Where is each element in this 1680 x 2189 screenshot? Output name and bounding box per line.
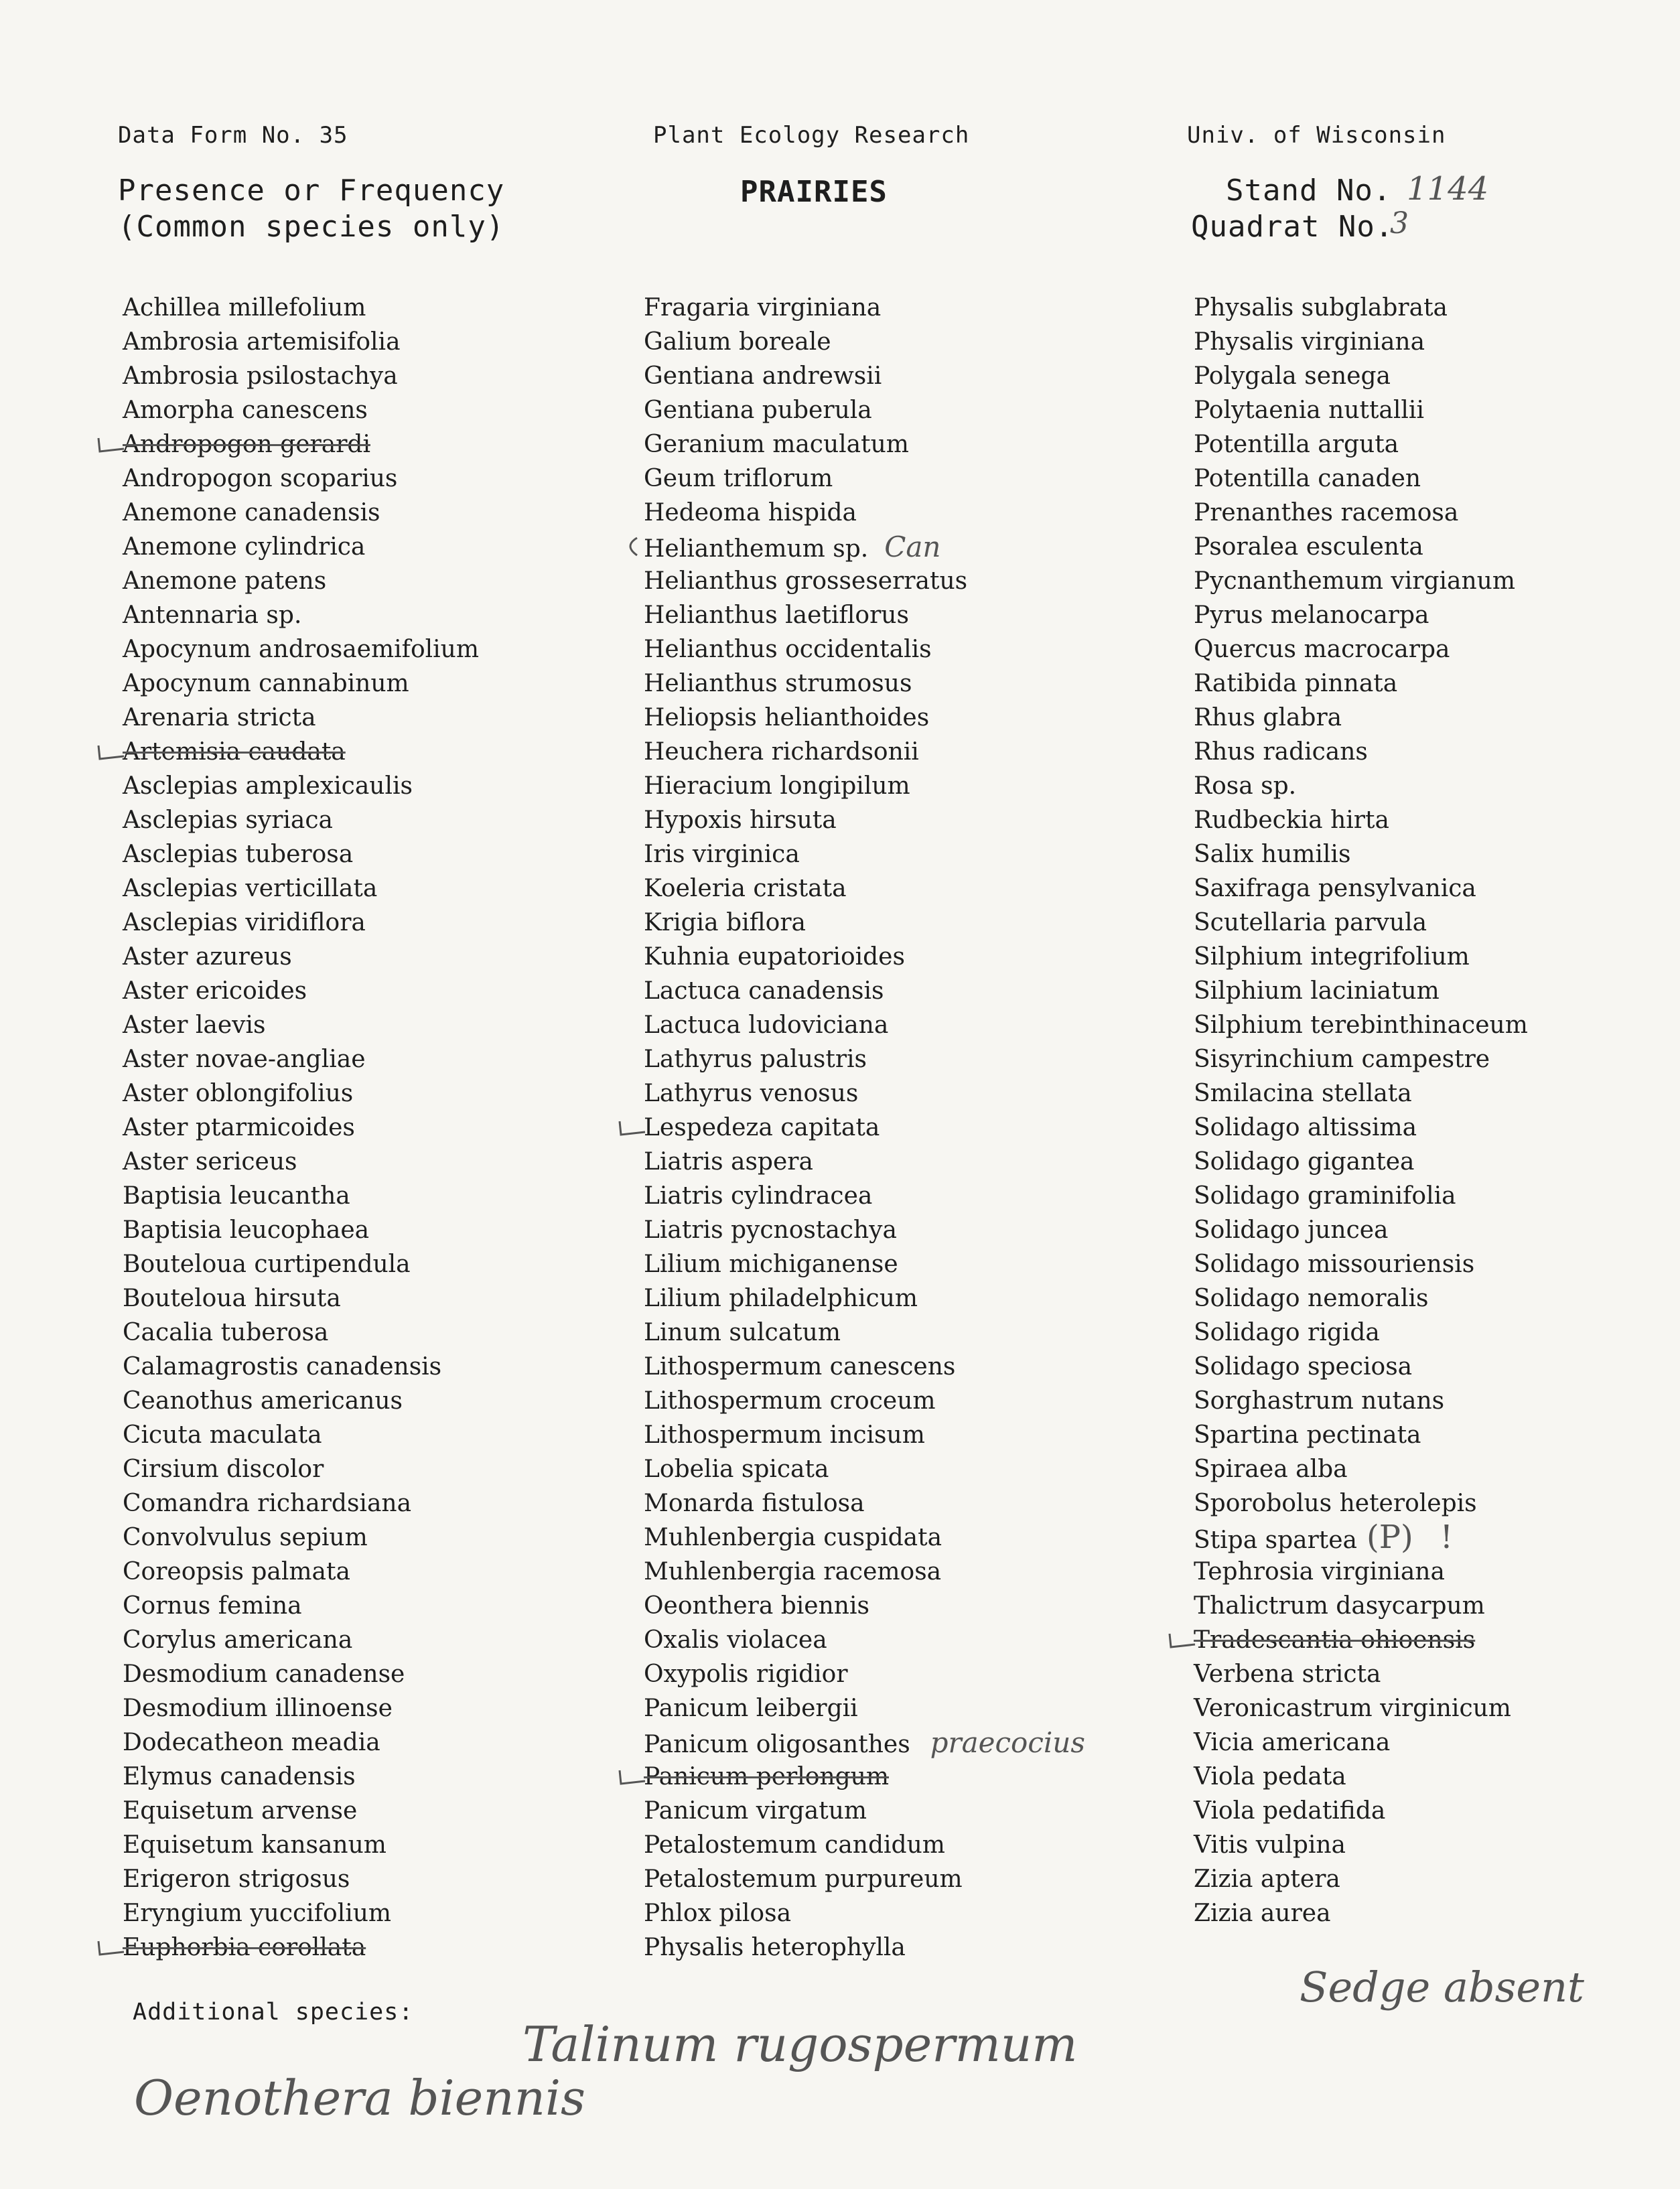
species-item: Scutellaria parvula (1194, 909, 1427, 936)
species-item: Desmodium canadense (123, 1661, 405, 1688)
checkmark-icon (1167, 1630, 1196, 1650)
species-item: Convolvulus sepium (123, 1524, 368, 1551)
stand-number: 1144 (1407, 170, 1489, 208)
species-item: Gentiana andrewsii (644, 362, 882, 390)
species-item: Linum sulcatum (644, 1319, 841, 1346)
species-item: Liatris cylindracea (644, 1182, 873, 1210)
species-item: Lilium philadelphicum (644, 1285, 918, 1312)
species-item: Rhus glabra (1194, 704, 1342, 731)
species-item: Asclepias amplexicaulis (123, 772, 413, 800)
species-item: Asclepias syriaca (123, 806, 334, 834)
species-item: Koeleria cristata (644, 875, 847, 902)
species-item: Sisyrinchium campestre (1194, 1046, 1490, 1073)
species-item: Silphium integrifolium (1194, 943, 1470, 971)
species-item: Aster novae-angliae (123, 1046, 366, 1073)
species-item: Helianthus grosseserratus (644, 567, 968, 595)
species-item: Salix humilis (1194, 841, 1351, 868)
species-item: Lathyrus palustris (644, 1046, 867, 1073)
species-item: Galium boreale (644, 328, 831, 356)
species-item: Panicum oligosanthes praecocius (644, 1726, 1085, 1759)
species-item: Verbena stricta (1194, 1661, 1381, 1688)
species-item: Aster laevis (123, 1011, 266, 1039)
species-item: Oxypolis rigidior (644, 1661, 848, 1688)
presence-line-2: (Common species only) (118, 210, 505, 244)
handwritten-mark: ! (1440, 1519, 1454, 1556)
species-item: Liatris pycnostachya (644, 1216, 897, 1244)
species-item: Hieracium longipilum (644, 772, 910, 800)
species-item: Anemone patens (123, 567, 327, 595)
species-item: Apocynum androsaemifolium (123, 636, 479, 663)
species-item: Apocynum cannabinum (123, 670, 409, 697)
handwritten-note: Can (884, 531, 941, 563)
species-item: Petalostemum candidum (644, 1831, 945, 1859)
species-item: Cornus femina (123, 1592, 302, 1620)
species-column-2 (644, 291, 1085, 1965)
checkmark-icon (96, 742, 125, 762)
handwritten-note: praecocius (930, 1726, 1085, 1759)
species-item: Gentiana puberula (644, 397, 872, 424)
species-item: Muhlenbergia cuspidata (644, 1524, 942, 1551)
species-item: Desmodium illinoense (123, 1695, 393, 1722)
species-item: Aster oblongifolius (123, 1080, 354, 1107)
species-item: Equisetum arvense (123, 1797, 358, 1825)
species-item: Veronicastrum virginicum (1194, 1695, 1511, 1722)
species-item: Bouteloua curtipendula (123, 1251, 411, 1278)
species-item: Amorpha canescens (123, 397, 368, 424)
species-item: Ambrosia psilostachya (123, 362, 398, 390)
species-item: Pyrus melanocarpa (1194, 602, 1429, 629)
species-item: Potentilla arguta (1194, 431, 1399, 458)
species-item: Cacalia tuberosa (123, 1319, 329, 1346)
species-item: Baptisia leucophaea (123, 1216, 370, 1244)
species-item: Andropogon scoparius (123, 465, 398, 492)
species-item: Prenanthes racemosa (1194, 499, 1459, 526)
species-item: Lobelia spicata (644, 1456, 829, 1483)
institution: Univ. of Wisconsin (1187, 122, 1446, 149)
species-item: Pycnanthemum virgianum (1194, 567, 1516, 595)
species-item: Eryngium yuccifolium (123, 1900, 392, 1927)
species-item: Monarda fistulosa (644, 1490, 865, 1517)
checkmark-icon (96, 434, 125, 454)
species-item: Saxifraga pensylvanica (1194, 875, 1476, 902)
species-item: Artemisia caudata (123, 735, 479, 769)
species-item: Geum triflorum (644, 465, 833, 492)
form-number: Data Form No. 35 (118, 122, 348, 149)
species-item: Anemone canadensis (123, 499, 380, 526)
species-item: Silphium laciniatum (1194, 977, 1440, 1005)
species-item: Rhus radicans (1194, 738, 1368, 766)
species-item: Lilium michiganense (644, 1251, 898, 1278)
species-item: Sorghastrum nutans (1194, 1387, 1445, 1415)
quadrat-label: Quadrat No. (1191, 210, 1394, 244)
species-item: Baptisia leucantha (123, 1182, 350, 1210)
species-item: Rosa sp. (1194, 772, 1297, 800)
additional-species-talinum: Talinum rugospermum (522, 2016, 1078, 2072)
checkmark-icon (617, 1766, 646, 1786)
species-item: Lithospermum canescens (644, 1353, 956, 1381)
species-item: Ceanothus americanus (123, 1387, 403, 1415)
species-item: Solidago graminifolia (1194, 1182, 1456, 1210)
stand-label: Stand No. (1226, 173, 1392, 208)
species-item: Solidago nemoralis (1194, 1285, 1429, 1312)
species-item: Iris virginica (644, 841, 800, 868)
species-item: Oxalis violacea (644, 1626, 827, 1654)
species-item: Aster ptarmicoides (123, 1114, 355, 1141)
species-item: Tradescantia ohioensis (1194, 1623, 1528, 1657)
species-column-3 (1194, 291, 1528, 1930)
species-item: Oeonthera biennis (644, 1592, 869, 1620)
species-item: Panicum leibergii (644, 1695, 858, 1722)
species-item: Rudbeckia hirta (1194, 806, 1389, 834)
sedge-absent-note: Sedge absent (1300, 1963, 1584, 2011)
species-item: Phlox pilosa (644, 1900, 792, 1927)
species-item: Equisetum kansanum (123, 1831, 387, 1859)
additional-species-label: Additional species: (133, 1999, 414, 2026)
species-item: Vicia americana (1194, 1729, 1391, 1756)
species-item: Antennaria sp. (123, 602, 302, 629)
species-item: Andropogon gerardi (123, 427, 479, 462)
species-item: Lactuca ludoviciana (644, 1011, 889, 1039)
species-item: Zizia aurea (1194, 1900, 1331, 1927)
species-item: Solidago speciosa (1194, 1353, 1413, 1381)
species-item: Cirsium discolor (123, 1456, 324, 1483)
species-item: Solidago gigantea (1194, 1148, 1415, 1176)
species-item: Smilacina stellata (1194, 1080, 1412, 1107)
species-item: Heliopsis helianthoides (644, 704, 930, 731)
species-item: Hypoxis hirsuta (644, 806, 837, 834)
species-item: Petalostemum purpureum (644, 1865, 963, 1893)
species-item: Tephrosia virginiana (1194, 1558, 1445, 1585)
species-item: Bouteloua hirsuta (123, 1285, 341, 1312)
species-item: Asclepias viridiflora (123, 909, 366, 936)
presence-line-1: Presence or Frequency (118, 173, 505, 208)
species-item: Aster sericeus (123, 1148, 297, 1176)
prairies-title: PRAIRIES (740, 175, 888, 209)
species-item: Viola pedatifida (1194, 1797, 1386, 1825)
species-item: Ratibida pinnata (1194, 670, 1398, 697)
species-item: Vitis vulpina (1194, 1831, 1346, 1859)
species-item: Solidago rigida (1194, 1319, 1380, 1346)
species-item: Helianthus strumosus (644, 670, 912, 697)
species-item: Hedeoma hispida (644, 499, 857, 526)
species-item: Physalis subglabrata (1194, 294, 1448, 322)
species-item: Viola pedata (1194, 1763, 1346, 1790)
species-item: Coreopsis palmata (123, 1558, 350, 1585)
species-item: Helianthemum sp. Can (644, 530, 1085, 564)
species-item: Corylus americana (123, 1626, 353, 1654)
species-item: Lithospermum incisum (644, 1421, 925, 1449)
checkmark-icon (617, 537, 646, 557)
species-item: Aster azureus (123, 943, 292, 971)
species-item: Comandra richardsiana (123, 1490, 412, 1517)
species-item: Aster ericoides (123, 977, 307, 1005)
species-item: Krigia biflora (644, 909, 806, 936)
species-item: Euphorbia corollata (123, 1930, 479, 1965)
species-item: Lespedeza capitata (644, 1111, 1085, 1145)
species-item: Physalis heterophylla (644, 1934, 906, 1961)
species-item: Stipa spartea (P) ! (1194, 1519, 1454, 1556)
species-item: Kuhnia eupatorioides (644, 943, 905, 971)
species-item: Lactuca canadensis (644, 977, 884, 1005)
species-item: Solidago missouriensis (1194, 1251, 1475, 1278)
species-item: Sporobolus heterolepis (1194, 1490, 1477, 1517)
species-item: Zizia aptera (1194, 1865, 1340, 1893)
species-item: Elymus canadensis (123, 1763, 356, 1790)
additional-species-oenothera: Oenothera biennis (134, 2070, 585, 2126)
handwritten-note: (P) (1367, 1519, 1413, 1556)
species-item: Spartina pectinata (1194, 1421, 1421, 1449)
species-item: Calamagrostis canadensis (123, 1353, 442, 1381)
species-item: Helianthus occidentalis (644, 636, 932, 663)
species-item: Solidago juncea (1194, 1216, 1389, 1244)
species-item: Lithospermum croceum (644, 1387, 936, 1415)
species-item: Spiraea alba (1194, 1456, 1348, 1483)
species-item: Panicum perlongum (644, 1760, 1085, 1794)
species-item: Liatris aspera (644, 1148, 813, 1176)
species-item: Helianthus laetiflorus (644, 602, 909, 629)
species-item: Thalictrum dasycarpum (1194, 1592, 1485, 1620)
species-item: Anemone cylindrica (123, 533, 366, 561)
species-item: Heuchera richardsonii (644, 738, 919, 766)
species-item: Dodecatheon meadia (123, 1729, 380, 1756)
species-item: Fragaria virginiana (644, 294, 882, 322)
species-item: Potentilla canaden (1194, 465, 1421, 492)
species-item: Erigeron strigosus (123, 1865, 350, 1893)
species-item: Geranium maculatum (644, 431, 909, 458)
checkmark-icon (96, 1937, 125, 1957)
species-item: Polytaenia nuttallii (1194, 397, 1424, 424)
species-column-1 (123, 291, 479, 1965)
species-item: Solidago altissima (1194, 1114, 1417, 1141)
species-item: Achillea millefolium (123, 294, 366, 322)
species-item: Silphium terebinthinaceum (1194, 1011, 1528, 1039)
species-item: Ambrosia artemisifolia (123, 328, 401, 356)
species-item: Psoralea esculenta (1194, 533, 1423, 561)
checkmark-icon (617, 1117, 646, 1137)
species-item: Polygala senega (1194, 362, 1391, 390)
species-item: Physalis virginiana (1194, 328, 1425, 356)
species-item: Lathyrus venosus (644, 1080, 859, 1107)
research-title: Plant Ecology Research (653, 122, 970, 149)
quadrat-number: 3 (1390, 206, 1409, 240)
species-item: Panicum virgatum (644, 1797, 867, 1825)
species-item: Asclepias verticillata (123, 875, 378, 902)
species-item: Cicuta maculata (123, 1421, 322, 1449)
species-item: Muhlenbergia racemosa (644, 1558, 942, 1585)
species-item: Arenaria stricta (123, 704, 316, 731)
species-item: Quercus macrocarpa (1194, 636, 1450, 663)
species-item: Asclepias tuberosa (123, 841, 354, 868)
